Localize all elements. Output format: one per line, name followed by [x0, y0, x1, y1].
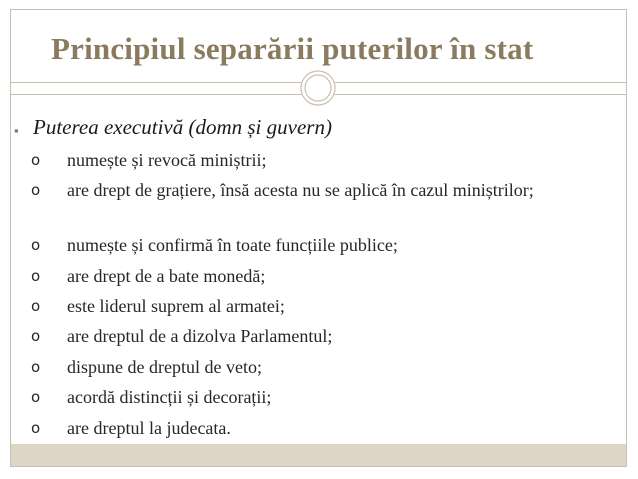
circle-bullet-icon: o [31, 419, 41, 437]
list-item-text: dispune de dreptul de veto; [67, 357, 262, 377]
title-area [11, 10, 626, 89]
list-item-text: numește și confirmă în toate funcțiile publice; [67, 235, 398, 255]
list-item [31, 266, 537, 287]
list-item [31, 357, 537, 378]
list-item-text: are drept de a bate monedă; [67, 266, 266, 286]
list-item-text: are drept de grațiere, însă acesta nu se aplică în cazul miniștrilor; [67, 180, 534, 200]
list-item [31, 150, 537, 171]
circle-bullet-icon: o [31, 358, 41, 376]
circle-bullet-icon: o [31, 181, 41, 199]
list-item-text: numește și revocă miniștrii; [67, 150, 267, 170]
slide-title: Principiul separării puterilor în stat [51, 31, 534, 66]
list-item [31, 296, 537, 317]
section-heading [14, 114, 332, 140]
circle-bullet-icon: o [31, 388, 41, 406]
circle-bullet-icon: o [31, 236, 41, 254]
square-bullet-icon: ▪ [14, 123, 19, 138]
list-item-text: are dreptul de a dizolva Parlamentul; [67, 326, 333, 346]
section-heading-text: Puterea executivă (domn și guvern) [33, 115, 332, 139]
circle-bullet-icon: o [31, 151, 41, 169]
list-item-text: are dreptul la judecata. [67, 418, 231, 438]
list-item [31, 235, 537, 256]
circle-bullet-icon: o [31, 267, 41, 285]
list-item [31, 326, 537, 347]
circle-bullet-icon: o [31, 327, 41, 345]
circle-bullet-icon: o [31, 297, 41, 315]
list-item [31, 387, 537, 408]
slide [10, 9, 627, 467]
list-item-text: acordă distincții și decorații; [67, 387, 272, 407]
list-item [31, 180, 537, 201]
double-ring-icon [300, 70, 336, 106]
list-item-text: este liderul suprem al armatei; [67, 296, 285, 316]
list-item [31, 418, 537, 439]
slide-body [11, 110, 626, 446]
footer-bar [11, 444, 626, 466]
